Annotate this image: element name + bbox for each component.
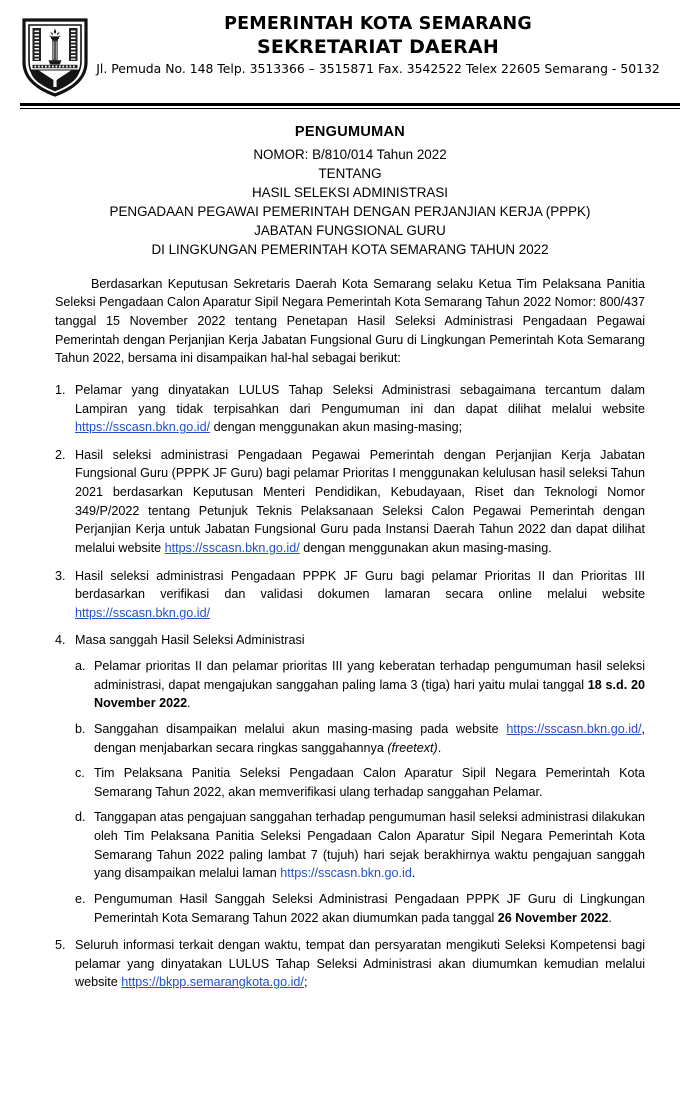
document-body	[0, 122, 700, 992]
page-title: PENGUMUMAN	[294, 124, 406, 140]
item-4e-text-b: .	[608, 910, 612, 925]
subject-line-4: DI LINGKUNGAN PEMERINTAH KOTA SEMARANG TAHUN 2022	[151, 241, 549, 257]
list-marker: 4.	[55, 633, 66, 648]
item-4a-text-a: Pelamar prioritas II dan pelamar prioritas III yang keberatan terhadap pengumuman hasil seleksi administrasi, dapat mengajukan sanggahan paling lama 3 (tiga) hari yaitu mulai tanggal	[94, 659, 645, 692]
announcement-title-block	[55, 122, 645, 259]
list-marker: 1.	[55, 382, 66, 397]
item-4b-freetext-note: (freetext)	[387, 740, 438, 755]
item-4b-text-c: .	[437, 740, 442, 755]
subject-line-1: HASIL SELEKSI ADMINISTRASI	[252, 184, 448, 200]
item-2-text-a: Hasil seleksi administrasi Pengadaan Pegawai Pemerintah dengan Perjanjian Kerja Jabatan Fungsional Guru (PPPK JF Guru) bagi pelamar Prioritas I menggunakan kelulusan hasil seleksi Tahun 2021 berdasarkan Keputusan Menteri Pendidikan, Kebudayaan, Riset dan Teknologi Nomor 349/P/2022 tentang Petunjuk Teknis Pelaksanaan Seleksi Calon Pegawai Pemerintah dengan Perjanjian Kerja untuk Jabatan Fungsional Guru pada Instansi Daerah Tahun 2022 dan dapat dilihat melalui website	[75, 447, 645, 555]
divider-thin-line	[20, 108, 680, 109]
list-item-2	[55, 446, 645, 558]
list-item-4d	[75, 808, 645, 883]
item-2-text-b: dengan menggunakan akun masing-masing.	[299, 540, 552, 555]
item-4b-text-b: , dengan menjabarkan secara ringkas sanggahannya	[94, 721, 645, 755]
list-item-4c	[75, 764, 645, 801]
list-marker: 3.	[55, 568, 66, 583]
sublist-marker: c.	[75, 766, 85, 781]
announcement-items-list	[55, 381, 645, 992]
opening-paragraph: Berdasarkan Keputusan Sekretaris Daerah Kota Semarang selaku Ketua Tim Pelaksana Panitia Seleksi Pengadaan Calon Aparatur Sipil Negara Pemerintah Kota Semarang Tahun 2022 Nomor: 800/437 tanggal 15 November 2022 tentang Penetapan Hasil Seleksi Administrasi Pengadaan Pegawai Pemerintah dengan Perjanjian Kerja Jabatan Fungsional Guru di Lingkungan Pemerintah Kota Semarang Tahun 2022, bersama ini disampaikan hal-hal sebagai berikut:	[55, 276, 645, 366]
semarang-city-coat-of-arms-icon	[20, 16, 90, 98]
item-4c-text: Tim Pelaksana Panitia Seleksi Pengadaan Calon Aparatur Sipil Negara Pemerintah Kota Semarang Tahun 2022, akan memverifikasi ulang terhadap sanggahan Pelamar.	[94, 766, 645, 799]
link-sscasn-item1[interactable]: https://sscasn.bkn.go.id/	[75, 420, 211, 435]
sublist-marker: b.	[75, 721, 86, 736]
about-label: TENTANG	[318, 165, 382, 181]
organization-name-line1: PEMERINTAH KOTA SEMARANG	[224, 14, 532, 34]
item-5-text-b: ;	[303, 975, 308, 990]
item-4e-date: 26 November 2022	[497, 910, 609, 925]
organization-address: Jl. Pemuda No. 148 Telp. 3513366 – 3515871 Fax. 3542522 Telex 22605 Semarang - 50132	[96, 61, 660, 77]
item-4d-text-b: .	[411, 866, 416, 881]
item-4e-text-a: Pengumuman Hasil Sanggah Seleksi Administrasi Pengadaan PPPK JF Guru di Lingkungan Pemerintah Kota Semarang Tahun 2022 akan diumumkan pada tanggal	[94, 891, 645, 925]
list-item-3	[55, 567, 645, 623]
item-4a-text-b: .	[187, 696, 191, 711]
list-item-4e	[75, 890, 645, 927]
letterhead	[0, 0, 700, 100]
link-bkpp-semarangkota[interactable]: https://bkpp.semarangkota.go.id/	[121, 975, 304, 990]
list-marker: 5.	[55, 938, 66, 953]
announcement-number: NOMOR: B/810/014 Tahun 2022	[253, 146, 447, 162]
item-5-text-a: Seluruh informasi terkait dengan waktu, tempat dan persyaratan mengikuti Seleksi Kompetensi bagi pelamar yang dinyatakan LULUS Tahap Seleksi Administrasi akan diumumkan kemudian melalui website	[75, 938, 645, 990]
sublist-marker: e.	[75, 891, 86, 906]
announcement-subitems-list	[75, 657, 645, 927]
list-item-5	[55, 936, 645, 992]
sublist-marker: d.	[75, 810, 86, 825]
item-1-text-b: dengan menggunakan akun masing-masing;	[210, 420, 463, 435]
link-sscasn-item2[interactable]: https://sscasn.bkn.go.id/	[164, 540, 300, 555]
item-4b-text-a: Sanggahan disampaikan melalui akun masing-masing pada website	[94, 721, 507, 736]
item-3-text-a: Hasil seleksi administrasi Pengadaan PPPK JF Guru bagi pelamar Prioritas II dan Prioritas III berdasarkan verifikasi dan validasi dokumen lamaran secara online melalui website	[75, 568, 645, 602]
link-sscasn-item4b[interactable]: https://sscasn.bkn.go.id/	[506, 721, 642, 736]
list-item-4b	[75, 720, 645, 757]
list-marker: 2.	[55, 447, 66, 462]
item-4-title: Masa sanggah Hasil Seleksi Administrasi	[75, 633, 305, 648]
link-sscasn-item4d[interactable]: https://sscasn.bkn.go.id	[280, 866, 412, 881]
list-item-4a	[75, 657, 645, 713]
list-item-4	[55, 631, 645, 927]
letterhead-divider	[20, 103, 680, 109]
item-4a-date: 18 s.d. 20 November 2022	[94, 677, 645, 711]
link-sscasn-item3[interactable]: https://sscasn.bkn.go.id/	[75, 605, 211, 620]
item-4d-text-a: Tanggapan atas pengajuan sanggahan terhadap pengumuman hasil seleksi administrasi dilakukan oleh Tim Pelaksana Panitia Seleksi Pengadaan Calon Aparatur Sipil Negara Pemerintah Kota Semarang Tahun 2022 paling lambat 7 (tujuh) hari sejak berakhirnya waktu pengajuan sanggah yang disampaikan melalui laman	[94, 810, 645, 881]
organization-name-line2: SEKRETARIAT DAERAH	[257, 35, 499, 58]
letterhead-text	[22, 14, 678, 79]
item-1-text-a: Pelamar yang dinyatakan LULUS Tahap Seleksi Administrasi sebagaimana tercantum dalam Lampiran yang tidak terpisahkan dari Pengumuman ini dan dapat dilihat melalui website	[75, 382, 645, 416]
subject-line-2: PENGADAAN PEGAWAI PEMERINTAH DENGAN PERJANJIAN KERJA (PPPK)	[109, 203, 591, 219]
list-item-1	[55, 381, 645, 437]
sublist-marker: a.	[75, 659, 86, 674]
subject-line-3: JABATAN FUNGSIONAL GURU	[254, 222, 446, 238]
